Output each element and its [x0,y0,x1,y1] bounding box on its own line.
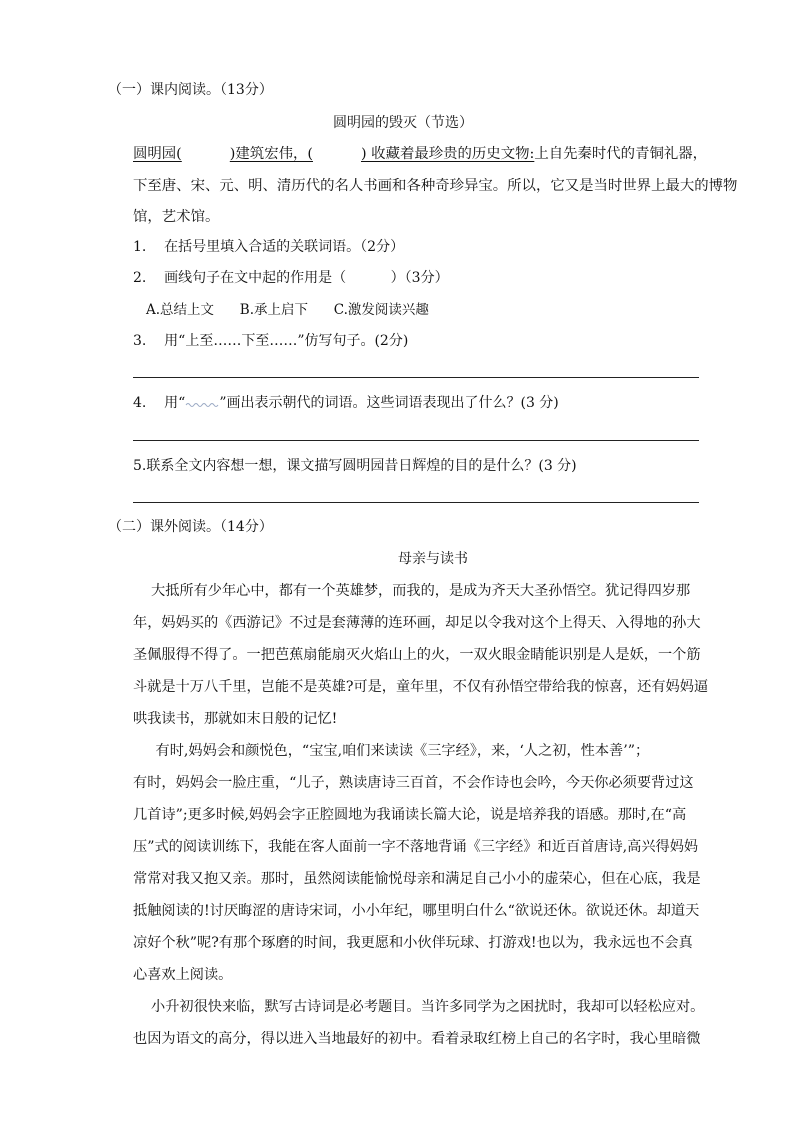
article-line: 哄我读书，那就如末日般的记忆! [133,711,338,727]
wavy-underline-icon [185,398,219,408]
article-line: 圣佩服得不得了。一把芭蕉扇能扇灭火焰山上的火，一双火眼金睛能识别是人是妖，一个筋 [133,647,701,663]
passage-line-1: 圆明园( )建筑宏伟，( ) 收藏着最珍贵的历史文物:上自先秦时代的青铜礼器， [133,146,708,162]
article-line: 有时,妈妈会和颜悦色，“宝宝,咱们来读读《三字经》，来，‘人之初，性本善’”； [133,743,650,759]
section1-heading: （一）课内阅读。（13分） [108,82,273,98]
article-line: 抵触阅读的!讨厌晦涩的唐诗宋词，小小年纪，哪里明白什么“欲说还休。欲说还休。却道天 [133,903,700,919]
answer-line-5[interactable] [133,502,699,503]
question-5: 5.联系全文内容想一想，课文描写圆明园昔日辉煌的目的是什么？(3 分) [133,458,577,474]
passage-line-3: 馆，艺术馆。 [133,209,220,225]
article-line: 常常对我又抱又亲。那时，虽然阅读能愉悦母亲和满足自己小小的虚荣心，但在心底，我是 [133,871,701,887]
article-line: 有时，妈妈会一脸庄重，“儿子，熟读唐诗三百首，不会作诗也会吟，今天你必须要背过这 [133,775,694,791]
question-1: 1. 在括号里填入合适的关联词语。（2分） [133,239,405,255]
article-line: 年，妈妈买的《西游记》不过是套薄薄的连环画，却足以令我对这个上得天、入得地的孙大 [133,615,701,631]
section1-title: 圆明园的毁灭（节选） [333,115,473,131]
passage-line-2: 下至唐、宋、元、明、清历代的名人书画和各种奇珍异宝。所以，它又是当时世界上最大的博物 [133,178,738,194]
article-line: 小升初很快来临，默写古诗词是必考题目。当许多同学为之困扰时，我却可以轻松应对。 [133,999,705,1015]
article-line: 几首诗”;更多时候,妈妈会字正腔圆地为我诵读长篇大论，说是培养我的语感。那时,在“高 [133,807,687,823]
underlined-sentence: 圆明园( )建筑宏伟，( ) 收藏着最珍贵的历史文物: [133,146,535,162]
article-line: 斗就是十万八千里，岂能不是英雄?可是，童年里，不仅有孙悟空带给我的惊喜，还有妈妈逼 [133,679,709,695]
article-line: 凉好个秋”呢?有那个琢磨的时间，我更愿和小伙伴玩球、打游戏!也以为，我永远也不会真 [133,935,693,951]
article-line: 大抵所有少年心中，都有一个英雄梦，而我的，是成为齐天大圣孙悟空。犹记得四岁那 [133,583,691,599]
section2-title: 母亲与读书 [398,551,468,567]
article-line: 也因为语文的高分，得以进入当地最好的初中。看着录取红榜上自己的名字时，我心里暗微 [133,1031,701,1047]
article-line: 压”式的阅读训练下，我能在客人面前一字不落地背诵《三字经》和近百首唐诗,高兴得妈妈 [133,839,699,855]
question-2: 2. 画线句子在文中起的作用是（ ）（3分） [133,270,449,286]
section2-heading: （二）课外阅读。（14分） [108,519,273,535]
answer-line-3[interactable] [133,377,699,378]
question-3: 3. 用“上至……下至……”仿写句子。(2分) [133,333,409,349]
question-4: 4. 用“ ”画出表示朝代的词语。这些词语表现出了什么？(3 分) [133,395,559,411]
answer-line-4[interactable] [133,440,699,441]
question-2-options: A.总结上文 B.承上启下 C.激发阅读兴趣 [146,302,429,318]
article-line: 心喜欢上阅读。 [133,967,233,983]
